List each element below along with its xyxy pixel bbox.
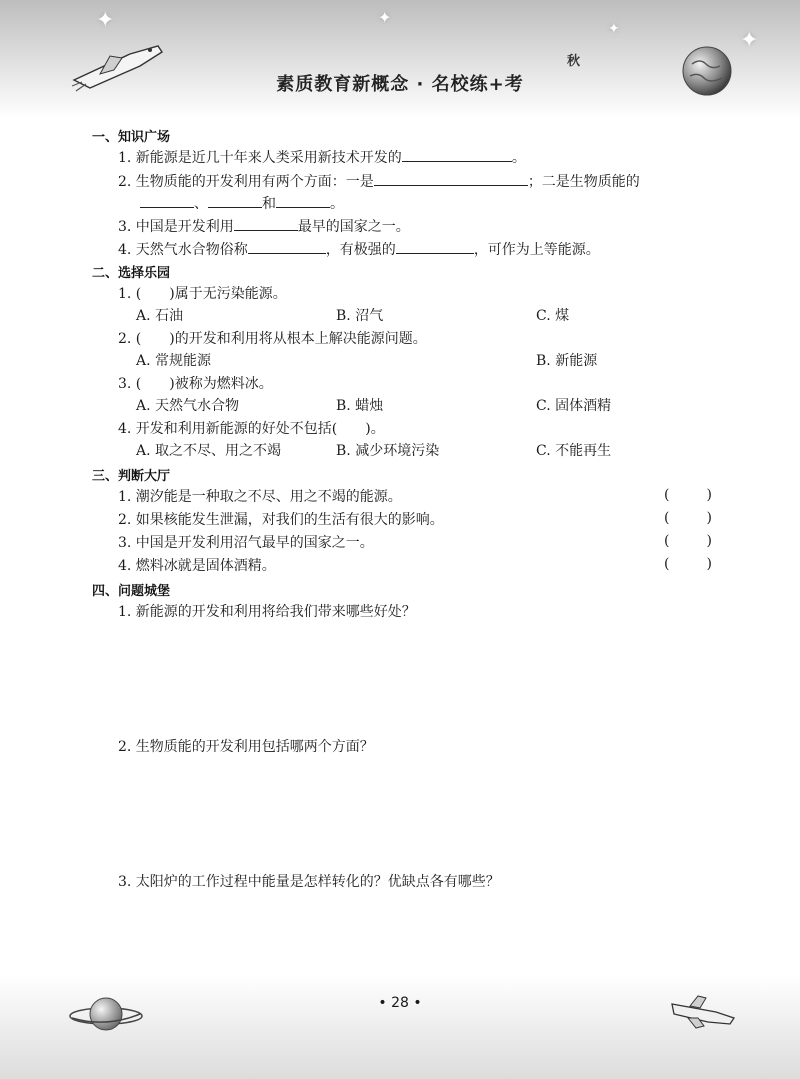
choice-question-3 [118, 374, 273, 394]
choice-option-a[interactable]: A. 天然气水合物 [136, 398, 240, 414]
fill-question-3 [118, 215, 410, 237]
question-text: 。 [511, 150, 526, 166]
judge-answer-box[interactable] [664, 510, 712, 526]
judge-answer-box[interactable] [664, 556, 712, 572]
question-text: 4. 开发和利用新能源的好处不包括( [118, 421, 338, 437]
question-text: 2. ( [118, 331, 142, 347]
answer-blank[interactable] [402, 146, 512, 162]
paren-close: ) [706, 556, 712, 572]
open-question: 3. 太阳炉的工作过程中能量是怎样转化的？优缺点各有哪些？ [118, 874, 500, 890]
question-text: )被称为燃料冰。 [169, 376, 273, 392]
fill-question-4 [118, 238, 600, 260]
question-text: ，有极强的 [325, 242, 396, 258]
answer-blank[interactable] [276, 192, 330, 208]
paren-close: ) [706, 533, 712, 549]
choice-question-4 [118, 419, 385, 439]
season-tag: 秋 [567, 54, 581, 69]
choice-option-c[interactable]: C. 不能再生 [536, 443, 612, 459]
sparkle-icon: ✦ [740, 28, 759, 53]
judge-statement: 2. 如果核能发生泄漏，对我们的生活有很大的影响。 [118, 512, 444, 528]
sparkle-icon: ✦ [96, 8, 115, 33]
question-text: 4. 天然气水合物俗称 [118, 242, 248, 258]
fill-question-1 [118, 146, 526, 168]
fill-question-2 [118, 170, 640, 192]
judge-statement: 4. 燃料冰就是固体酒精。 [118, 558, 276, 574]
paren-open: ( [664, 533, 670, 549]
choice-option-a[interactable]: A. 常规能源 [136, 353, 212, 369]
choice-option-c[interactable]: C. 固体酒精 [536, 398, 612, 414]
paren-close: ) [706, 510, 712, 526]
question-text: 1. ( [118, 286, 142, 302]
judge-answer-box[interactable] [664, 487, 712, 503]
question-text: 和 [262, 196, 276, 212]
paren-open: ( [664, 487, 670, 503]
choice-option-b[interactable]: B. 减少环境污染 [336, 443, 440, 459]
open-question: 1. 新能源的开发和利用将给我们带来哪些好处？ [118, 604, 416, 620]
choice-question-2 [118, 329, 427, 349]
choice-option-c[interactable]: C. 煤 [536, 308, 570, 324]
answer-area[interactable] [118, 628, 698, 728]
question-text: 最早的国家之一。 [297, 219, 410, 235]
question-text: )。 [365, 421, 385, 437]
space-shuttle-icon [668, 992, 738, 1032]
paren-open: ( [664, 510, 670, 526]
answer-area[interactable] [118, 762, 698, 862]
planet-icon [66, 990, 146, 1040]
sparkle-icon: ✦ [378, 8, 392, 27]
paren-open: ( [664, 556, 670, 572]
answer-blank[interactable] [208, 192, 262, 208]
judge-statement: 3. 中国是开发利用沼气最早的国家之一。 [118, 535, 374, 551]
answer-blank[interactable] [374, 170, 528, 186]
page-number: • 28 • [378, 995, 422, 1011]
choice-option-a[interactable]: A. 石油 [136, 308, 184, 324]
judge-answer-box[interactable] [664, 533, 712, 549]
section-title-choice: 二、选择乐园 [92, 266, 171, 281]
choice-question-1 [118, 284, 287, 304]
choice-option-b[interactable]: B. 蜡烛 [336, 398, 384, 414]
section-title-judge: 三、判断大厅 [92, 469, 171, 484]
fill-question-2-cont [140, 192, 344, 214]
judge-statement: 1. 潮汐能是一种取之不尽、用之不竭的能源。 [118, 489, 402, 505]
choice-option-a[interactable]: A. 取之不尽、用之不竭 [136, 443, 282, 459]
question-text: )的开发和利用将从根本上解决能源问题。 [169, 331, 427, 347]
choice-option-b[interactable]: B. 沼气 [336, 308, 384, 324]
question-text: 1. 新能源是近几十年来人类采用新技术开发的 [118, 150, 402, 166]
answer-blank[interactable] [140, 192, 194, 208]
question-text: ；二是生物质能的 [527, 174, 640, 190]
answer-blank[interactable] [234, 215, 298, 231]
sparkle-icon: ✦ [608, 21, 620, 37]
open-question: 2. 生物质能的开发利用包括哪两个方面？ [118, 739, 374, 755]
question-text: 3. ( [118, 376, 142, 392]
answer-blank[interactable] [396, 238, 474, 254]
choice-option-b[interactable]: B. 新能源 [536, 353, 598, 369]
question-text: )属于无污染能源。 [169, 286, 287, 302]
section-title-knowledge: 一、知识广场 [92, 130, 171, 145]
answer-area[interactable] [118, 898, 698, 968]
question-text: 3. 中国是开发利用 [118, 219, 234, 235]
question-text: 2. 生物质能的开发利用有两个方面：一是 [118, 174, 374, 190]
question-text: 。 [330, 196, 344, 212]
section-title-problems: 四、问题城堡 [92, 584, 171, 599]
question-text: 、 [194, 196, 208, 212]
paren-close: ) [706, 487, 712, 503]
page-title: 素质教育新概念 · 名校练+考 [276, 74, 524, 95]
answer-blank[interactable] [248, 238, 326, 254]
question-text: ，可作为上等能源。 [473, 242, 600, 258]
